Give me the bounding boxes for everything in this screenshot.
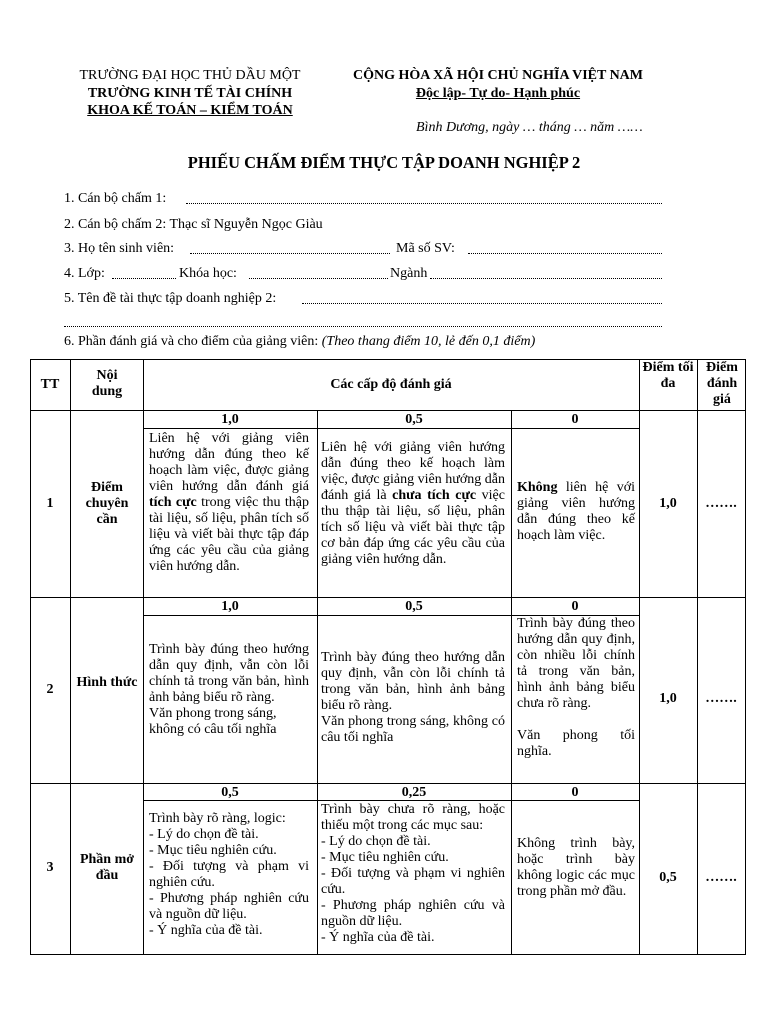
field-course-label: Khóa học: [179,266,237,281]
row2-level-3: 0 [571,599,579,614]
field-grader-2: 2. Cán bộ chấm 2: Thạc sĩ Nguyễn Ngọc Giàu [64,217,323,232]
row2-score-blank[interactable]: ……. [705,691,737,706]
row3-c1-line: - Mục tiêu nghiên cứu. [149,843,277,858]
row2-c3-text: Trình bày đúng theo hướng dẫn quy định, còn nhiều lỗi chính tả trong văn bản, hình ảnh bảng biểu chưa rõ ràng. [517,616,635,711]
row1-c1-text-bold: tích cực [149,495,197,510]
row2-c2-text-b: Văn phong trong sáng, không có câu tối nghĩa [321,714,505,745]
field-student-id-blank[interactable] [468,241,662,254]
row3-c2-line: - Đối tượng và phạm vi nghiên cứu. [321,866,505,897]
row3-criterion-3: Không trình bày, hoặc trình bày không logic các mục trong phần mở đầu. [517,836,635,899]
row2-c1-text: Trình bày đúng theo hướng dẫn quy định, vẫn còn lỗi chính tả trong văn bản, hình ảnh bảng biểu rõ ràng. [149,642,309,705]
field-grader-1-blank[interactable] [186,191,662,204]
row2-tt: 2 [46,682,54,697]
row2-name: Hình thức [76,675,138,690]
row1-level-2: 0,5 [405,412,423,427]
header-tt: TT [40,377,60,392]
header-score: Điểm đánh giá [706,360,738,407]
row3-c2-line: Trình bày chưa rõ ràng, hoặc thiếu một trong các mục sau: [321,802,505,833]
row1-tt: 1 [46,496,54,511]
field-class-blank[interactable] [112,266,176,279]
header-content: Nội dung [91,368,123,399]
row1-criterion-3 [517,480,635,544]
row2-level-1: 1,0 [221,599,239,614]
row1-c2-text-c: việc thu thập tài liệu, số liệu, phân tích số liệu và viết bài thực tập cơ bản đáp ứng các yêu cầu của giảng viên hướng dẫn. [321,488,505,567]
row3-name: Phần mở đầu [79,852,135,883]
field-topic-blank-2[interactable] [64,314,662,327]
field-grader-1-label: 1. Cán bộ chấm 1: [64,191,167,206]
row1-level-3: 0 [571,412,579,427]
row2-c3-text-b: Văn phong tối nghĩa. [517,728,635,759]
page-title: PHIẾU CHẤM ĐIỂM THỰC TẬP DOANH NGHIỆP 2 [187,153,581,172]
row3-max-score: 0,5 [659,870,677,885]
row3-c1-line: Trình bày rõ ràng, logic: [149,811,286,826]
row1-max-score: 1,0 [659,496,677,511]
row2-max-score: 1,0 [659,691,677,706]
country-name: CỘNG HÒA XÃ HỘI CHỦ NGHĨA VIỆT NAM [352,68,643,83]
row1-c3-text-bold: Không [517,480,558,495]
row3-c2-line: - Lý do chọn đề tài. [321,834,431,849]
row3-c2-line: - Ý nghĩa của đề tài. [321,930,435,945]
field-class-label: 4. Lớp: [64,266,105,281]
field-major-blank[interactable] [430,266,662,279]
row3-c1-line: - Ý nghĩa của đề tài. [149,923,263,938]
row3-score-blank[interactable]: ……. [705,870,737,885]
row1-criterion-1 [149,431,309,575]
row1-c2-text-bold: chưa tích cực [392,488,477,503]
row3-level-1: 0,5 [221,785,239,800]
row1-name: Điểm chuyên cần [85,480,129,527]
field-grader-1 [64,191,166,207]
row3-c1-line: - Đối tượng và phạm vi nghiên cứu. [149,859,309,890]
row3-level-3: 0 [571,785,579,800]
row3-c2-line: - Phương pháp nghiên cứu và nguồn dữ liệu. [321,898,505,929]
row3-c1-line: - Lý do chọn đề tài. [149,827,259,842]
row2-level-2: 0,5 [405,599,423,614]
field-topic-blank[interactable] [302,291,662,304]
row3-c2-line: - Mục tiêu nghiên cứu. [321,850,449,865]
field-major-label: Ngành [390,266,428,281]
row1-score-blank[interactable]: ……. [705,496,737,511]
row1-level-1: 1,0 [221,412,239,427]
row1-criterion-2 [321,440,505,568]
header-max-score: Điểm tối đa [642,360,694,391]
row3-criterion-1 [149,811,309,939]
field-evaluation-label [64,334,535,350]
field-student-id-label: Mã số SV: [396,241,455,256]
field-student-name-label: 3. Họ tên sinh viên: [64,241,175,256]
row1-c3-text-b: liên hệ với giảng viên hướng dẫn đúng theo kế hoạch làm việc. [517,480,635,543]
row3-tt: 3 [46,860,54,875]
row2-c2-text: Trình bày đúng theo hướng dẫn quy định, vẫn còn lỗi chính tả trong văn bản, hình ảnh bảng biểu rõ ràng. [321,650,505,713]
motto: Độc lập- Tự do- Hạnh phúc [415,86,581,101]
row3-criterion-2 [321,802,505,946]
field-student-name-blank[interactable] [190,241,390,254]
evaluation-table [30,359,746,955]
row2-criterion-2 [321,650,505,746]
row2-c1-text-b: Văn phong trong sáng, không có câu tối nghĩa [149,706,277,737]
row1-c1-text-c: trong việc thu thập tài liệu, số liệu, phân tích số liệu và viết bài thực tập đáp ứng các yêu cầu của giảng viên hướng dẫn. [149,495,309,574]
date-line: Bình Dương, ngày … tháng … năm …… [416,120,643,135]
row3-c1-line: - Phương pháp nghiên cứu và nguồn dữ liệu. [149,891,309,922]
field-topic-label: 5. Tên đề tài thực tập doanh nghiệp 2: [64,291,277,306]
faculty-name: KHOA KẾ TOÁN – KIỂM TOÁN [87,103,293,118]
row1-c1-text-a: Liên hệ với giảng viên hướng dẫn đúng theo kế hoạch làm việc, được giảng viên hướng dẫn đánh giá [149,431,309,494]
school-name: TRƯỜNG ĐẠI HỌC THỦ DẦU MỘT [79,68,301,83]
evaluation-note: (Theo thang điểm 10, lẻ đến 0,1 điểm) [321,334,536,349]
header-levels: Các cấp độ đánh giá [330,377,452,392]
field-course-blank[interactable] [249,266,388,279]
row2-criterion-3 [517,616,635,760]
row2-criterion-1 [149,642,309,738]
row3-level-2: 0,25 [401,785,427,800]
college-name: TRƯỜNG KINH TẾ TÀI CHÍNH [87,86,293,101]
evaluation-label-text: 6. Phần đánh giá và cho điểm của giảng viên: [64,334,319,349]
row1-c2-text-a: Liên hệ với giảng viên hướng dẫn đúng theo kế hoạch làm việc, được giảng viên hướng dẫn đánh giá là [321,440,505,503]
